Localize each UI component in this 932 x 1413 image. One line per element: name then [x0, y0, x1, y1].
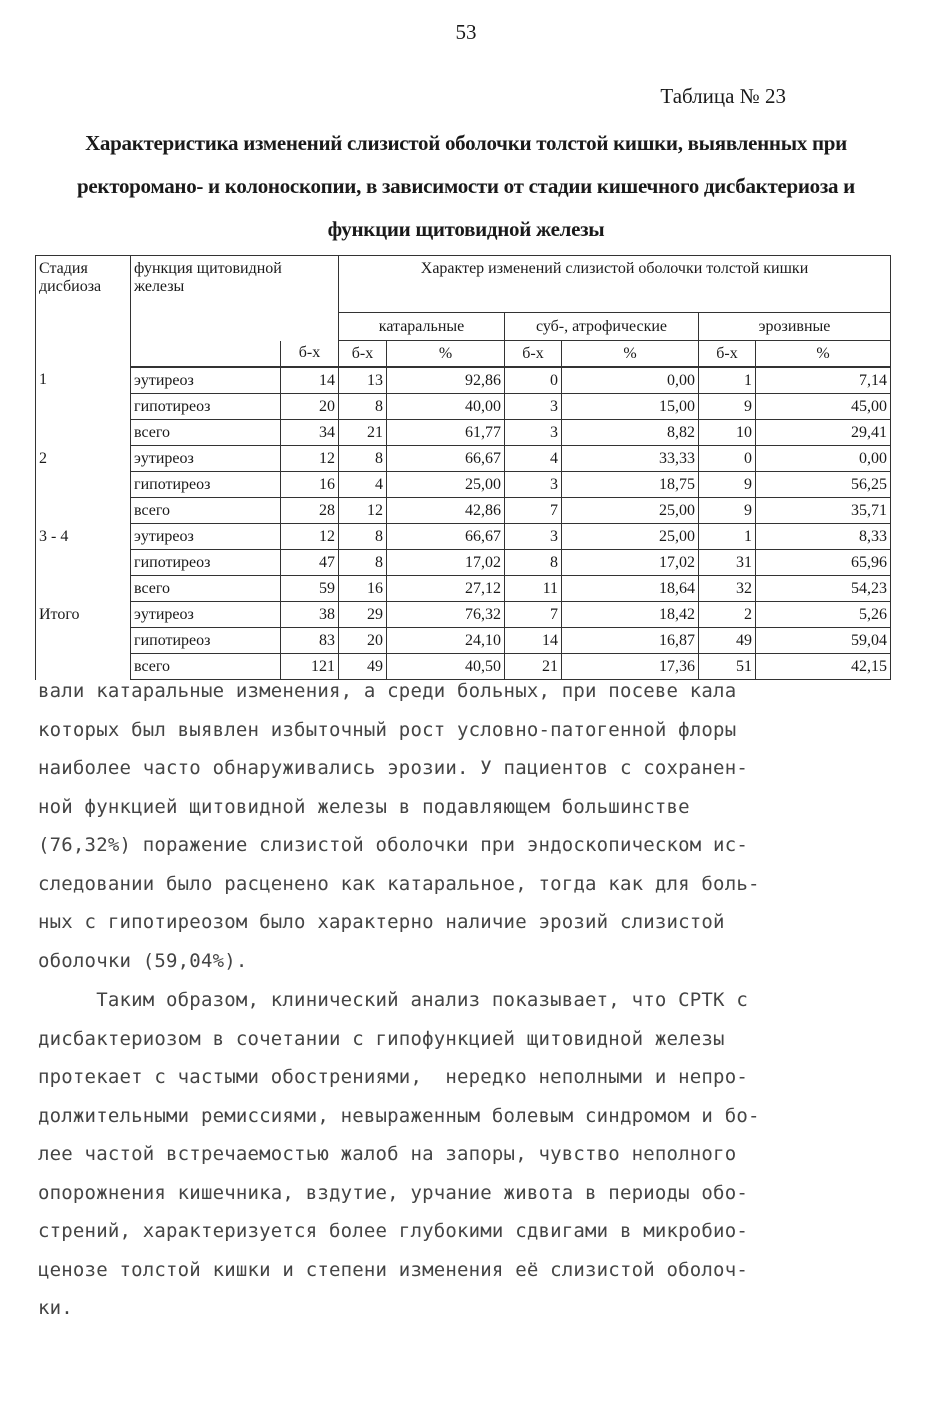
text-line: лее частой встречаемостью жалоб на запоры, чувство неполного	[38, 1143, 737, 1165]
paragraph-1	[38, 672, 898, 980]
value-cell-n: 12	[281, 446, 339, 472]
thyroid-function-cell: гипотиреоз	[131, 394, 281, 420]
text-line: наиболее часто обнаруживались эрозии. У пациентов с сохранен-	[38, 757, 748, 779]
header-erosive: эрозивные	[699, 313, 891, 341]
stage-cell: 2	[36, 446, 131, 472]
value-cell-a-p: 18,64	[562, 576, 699, 602]
text-line: протекает с частыми обострениями, нередко неполными и непро-	[38, 1066, 748, 1088]
table-row	[36, 498, 891, 524]
text-line: ной функцией щитовидной железы в подавляющем большинстве	[38, 795, 690, 818]
value-cell-c-n: 16	[339, 576, 387, 602]
value-cell-n: 12	[281, 524, 339, 550]
value-cell-e-n: 1	[699, 524, 756, 550]
stage-cell: 1	[36, 367, 131, 394]
value-cell-a-n: 14	[505, 628, 562, 654]
caption-line: Характеристика изменений слизистой оболочки толстой кишки, выявленных при	[85, 131, 847, 155]
value-cell-e-p: 0,00	[756, 446, 891, 472]
stage-cell: 3 - 4	[36, 524, 131, 550]
value-cell-a-p: 18,42	[562, 602, 699, 628]
value-cell-c-n: 8	[339, 524, 387, 550]
text-line: опорожнения кишечника, вздутие, урчание живота в периоды обо-	[38, 1181, 748, 1204]
value-cell-e-n: 9	[699, 394, 756, 420]
header-n: б-х	[699, 341, 756, 368]
value-cell-c-n: 29	[339, 602, 387, 628]
value-cell-c-p: 27,12	[387, 576, 505, 602]
table-row	[36, 420, 891, 446]
value-cell-e-p: 29,41	[756, 420, 891, 446]
value-cell-a-p: 8,82	[562, 420, 699, 446]
stage-cell	[36, 576, 131, 602]
value-cell-e-n: 2	[699, 602, 756, 628]
text-line: ценозе толстой кишки и степени изменения её слизистой оболоч-	[38, 1258, 748, 1281]
value-cell-a-p: 17,36	[562, 654, 699, 680]
stage-cell	[36, 394, 131, 420]
value-cell-c-n: 13	[339, 367, 387, 394]
value-cell-e-p: 7,14	[756, 367, 891, 394]
table-caption	[30, 122, 902, 251]
value-cell-a-p: 25,00	[562, 498, 699, 524]
value-cell-e-n: 9	[699, 472, 756, 498]
value-cell-a-p: 25,00	[562, 524, 699, 550]
value-cell-a-n: 4	[505, 446, 562, 472]
thyroid-function-cell: эутиреоз	[131, 367, 281, 394]
value-cell-e-p: 42,15	[756, 654, 891, 680]
thyroid-function-cell: всего	[131, 576, 281, 602]
table-row	[36, 367, 891, 394]
value-cell-a-n: 21	[505, 654, 562, 680]
text-line: ных с гипотиреозом было характерно наличие эрозий слизистой	[38, 911, 725, 933]
table-row	[36, 576, 891, 602]
thyroid-function-cell: гипотиреоз	[131, 550, 281, 576]
value-cell-a-n: 0	[505, 367, 562, 394]
thyroid-function-cell: всего	[131, 420, 281, 446]
stage-cell	[36, 628, 131, 654]
value-cell-e-n: 31	[699, 550, 756, 576]
table-row	[36, 628, 891, 654]
value-cell-c-p: 17,02	[387, 550, 505, 576]
header-character: Характер изменений слизистой оболочки толстой кишки	[339, 256, 891, 313]
value-cell-c-n: 12	[339, 498, 387, 524]
stage-cell: Итого	[36, 602, 131, 628]
value-cell-e-n: 9	[699, 498, 756, 524]
value-cell-n: 20	[281, 394, 339, 420]
header-n: б-х	[505, 341, 562, 368]
value-cell-a-n: 3	[505, 420, 562, 446]
header-n: б-х	[339, 341, 387, 368]
data-table	[35, 255, 891, 680]
value-cell-e-p: 56,25	[756, 472, 891, 498]
stage-cell	[36, 472, 131, 498]
thyroid-function-cell: гипотиреоз	[131, 628, 281, 654]
header-atrophic: суб-, атрофические	[505, 313, 699, 341]
value-cell-c-p: 24,10	[387, 628, 505, 654]
value-cell-c-n: 8	[339, 394, 387, 420]
value-cell-a-n: 3	[505, 394, 562, 420]
caption-line: функции щитовидной железы	[327, 217, 605, 241]
value-cell-e-p: 45,00	[756, 394, 891, 420]
value-cell-n: 28	[281, 498, 339, 524]
caption-line: ректороманo- и колоноскопии, в зависимости от стадии кишечного дисбактериоза и	[77, 174, 855, 198]
value-cell-e-p: 5,26	[756, 602, 891, 628]
text-line: которых был выявлен избыточный рост условно-патогенной флоры	[38, 718, 737, 741]
value-cell-n: 14	[281, 367, 339, 394]
thyroid-function-cell: эутиреоз	[131, 524, 281, 550]
table-row	[36, 472, 891, 498]
value-cell-e-n: 51	[699, 654, 756, 680]
header-stage: Стадия дисбиоза	[36, 256, 131, 368]
thyroid-function-cell: эутиреоз	[131, 602, 281, 628]
value-cell-c-p: 61,77	[387, 420, 505, 446]
header-thyroid: функция щитовидной железы	[131, 256, 339, 341]
page-number: 53	[455, 20, 477, 44]
value-cell-a-n: 7	[505, 498, 562, 524]
value-cell-c-n: 20	[339, 628, 387, 654]
value-cell-c-n: 4	[339, 472, 387, 498]
table-row	[36, 602, 891, 628]
value-cell-e-n: 32	[699, 576, 756, 602]
value-cell-c-p: 76,32	[387, 602, 505, 628]
text-line: Таким образом, клинический анализ показывает, что СРТК с	[38, 989, 748, 1011]
header-empty	[131, 341, 281, 368]
value-cell-c-n: 8	[339, 550, 387, 576]
value-cell-a-p: 15,00	[562, 394, 699, 420]
value-cell-e-n: 10	[699, 420, 756, 446]
value-cell-n: 59	[281, 576, 339, 602]
header-n: б-х	[281, 341, 339, 368]
value-cell-c-p: 25,00	[387, 472, 505, 498]
table-body	[36, 367, 891, 680]
text-line: (76,32%) поражение слизистой оболочки при эндоскопическом ис-	[38, 834, 748, 856]
value-cell-a-n: 7	[505, 602, 562, 628]
value-cell-e-p: 59,04	[756, 628, 891, 654]
text-line: должительными ремиссиями, невыраженным болевым синдромом и бо-	[38, 1104, 760, 1127]
thyroid-function-cell: всего	[131, 654, 281, 680]
thyroid-function-cell: всего	[131, 498, 281, 524]
value-cell-c-p: 66,67	[387, 446, 505, 472]
value-cell-n: 47	[281, 550, 339, 576]
value-cell-c-p: 66,67	[387, 524, 505, 550]
value-cell-e-p: 35,71	[756, 498, 891, 524]
value-cell-c-n: 8	[339, 446, 387, 472]
header-pct: %	[756, 341, 891, 368]
table-row	[36, 550, 891, 576]
stage-cell	[36, 498, 131, 524]
text-line: следовании было расценено как катаральное, тогда как для боль-	[38, 872, 760, 895]
value-cell-c-n: 49	[339, 654, 387, 680]
value-cell-c-p: 42,86	[387, 498, 505, 524]
value-cell-a-n: 11	[505, 576, 562, 602]
stage-cell	[36, 550, 131, 576]
value-cell-n: 83	[281, 628, 339, 654]
value-cell-n: 121	[281, 654, 339, 680]
table-number: Таблица № 23	[660, 84, 786, 108]
header-catarrhal: катаральные	[339, 313, 505, 341]
table-row	[36, 394, 891, 420]
header-pct: %	[562, 341, 699, 368]
table-row	[36, 446, 891, 472]
text-line: ки.	[38, 1297, 73, 1319]
thyroid-function-cell: гипотиреоз	[131, 472, 281, 498]
value-cell-a-n: 3	[505, 472, 562, 498]
value-cell-c-p: 40,50	[387, 654, 505, 680]
text-line: вали катаральные изменения, а среди больных, при посеве кала	[38, 680, 737, 702]
value-cell-n: 16	[281, 472, 339, 498]
text-line: оболочки (59,04%).	[38, 949, 248, 972]
value-cell-a-p: 17,02	[562, 550, 699, 576]
value-cell-a-p: 0,00	[562, 367, 699, 394]
value-cell-e-p: 54,23	[756, 576, 891, 602]
thyroid-function-cell: эутиреоз	[131, 446, 281, 472]
value-cell-c-p: 92,86	[387, 367, 505, 394]
value-cell-n: 38	[281, 602, 339, 628]
value-cell-a-p: 33,33	[562, 446, 699, 472]
value-cell-e-n: 0	[699, 446, 756, 472]
text-line: стрений, характеризуется более глубокими сдвигами в микробио-	[38, 1220, 748, 1242]
paragraph-2	[38, 981, 898, 1328]
table-row	[36, 524, 891, 550]
value-cell-a-n: 8	[505, 550, 562, 576]
value-cell-c-n: 21	[339, 420, 387, 446]
text-line: дисбактериозом в сочетании с гипофункцией щитовидной железы	[38, 1027, 725, 1050]
value-cell-e-p: 65,96	[756, 550, 891, 576]
header-pct: %	[387, 341, 505, 368]
stage-cell	[36, 420, 131, 446]
value-cell-e-n: 49	[699, 628, 756, 654]
value-cell-a-p: 16,87	[562, 628, 699, 654]
value-cell-e-p: 8,33	[756, 524, 891, 550]
value-cell-e-n: 1	[699, 367, 756, 394]
value-cell-a-p: 18,75	[562, 472, 699, 498]
value-cell-a-n: 3	[505, 524, 562, 550]
value-cell-c-p: 40,00	[387, 394, 505, 420]
value-cell-n: 34	[281, 420, 339, 446]
